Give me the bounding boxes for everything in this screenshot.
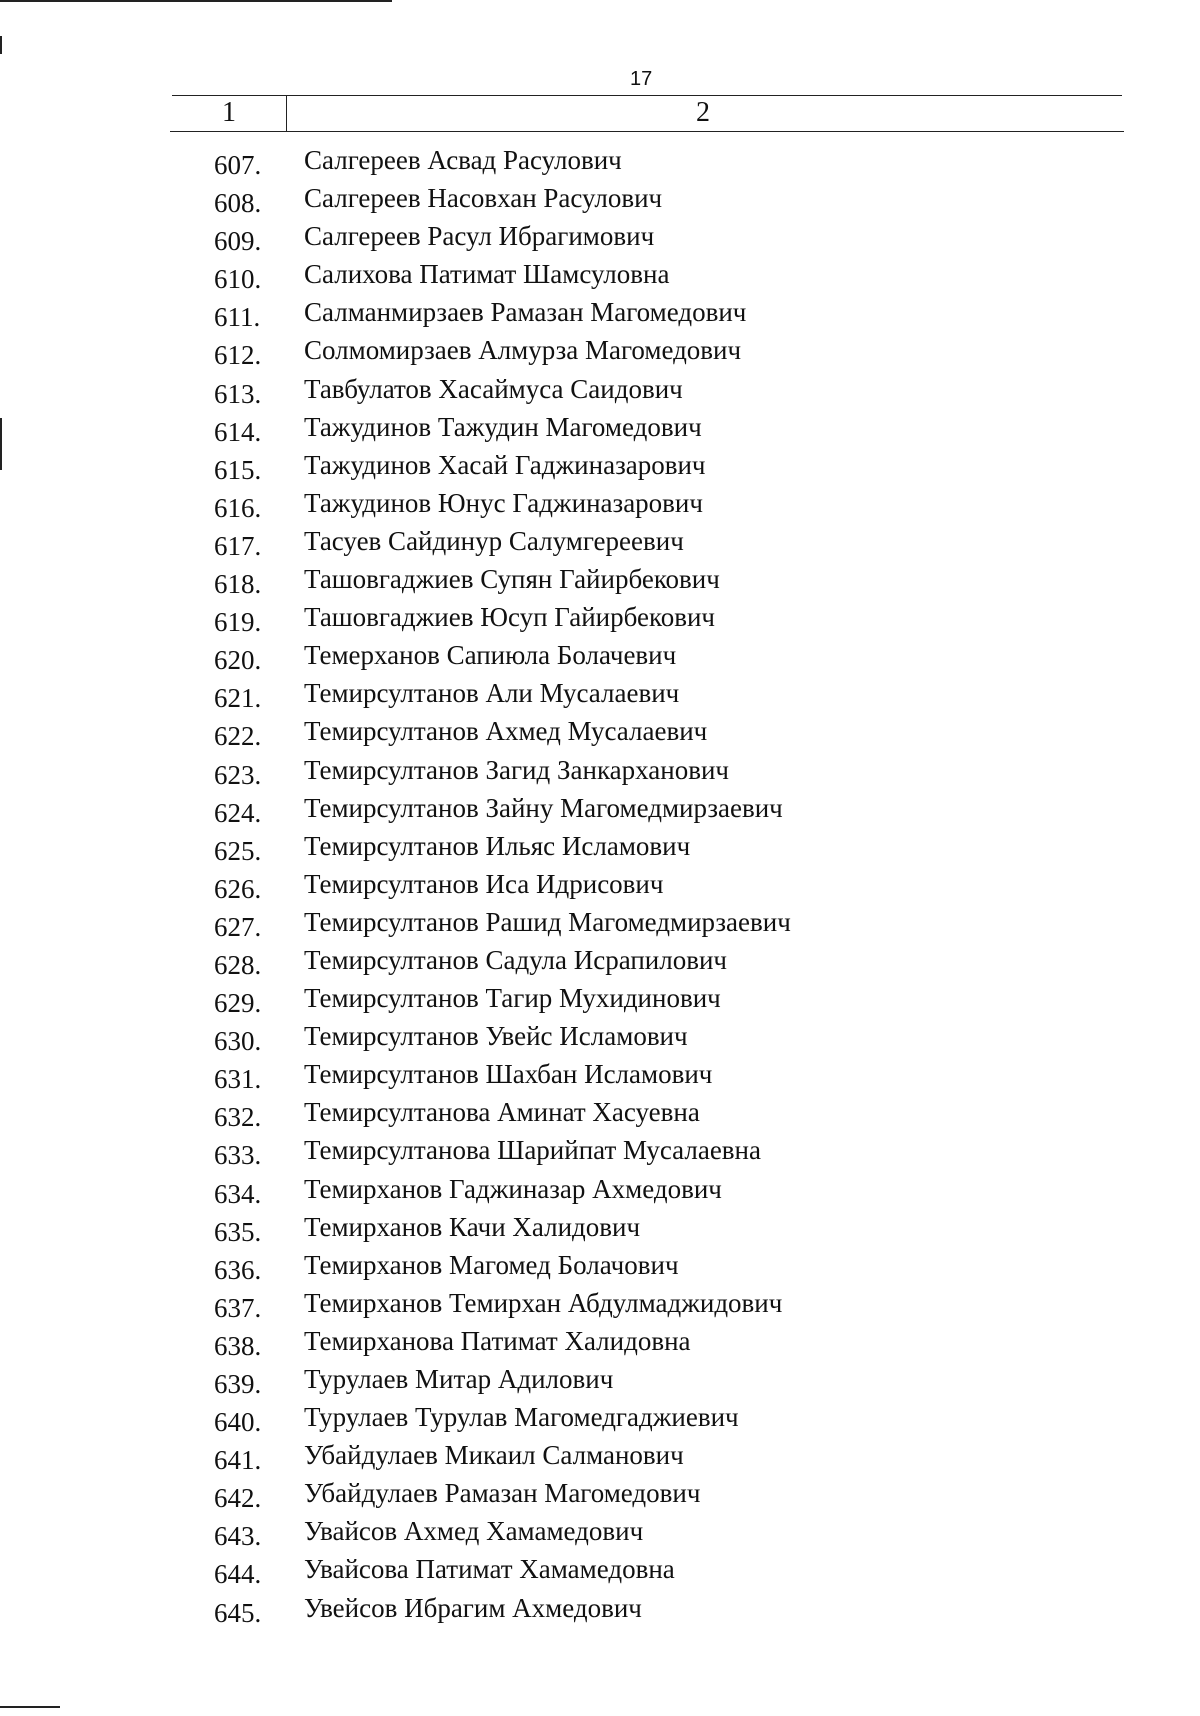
row-number: 610. [214, 264, 262, 295]
person-name: Темирсултанов Загид Занкарханович [304, 754, 729, 785]
table-row [0, 1401, 1200, 1439]
table-row [0, 715, 1200, 753]
person-name: Турулаев Митар Адилович [304, 1364, 614, 1394]
table-row [0, 677, 1200, 715]
scan-edge-mark-left-upper [0, 36, 2, 54]
table-row [0, 258, 1200, 296]
table-row [0, 944, 1200, 982]
row-number: 629. [214, 988, 262, 1019]
scan-edge-line-bottom [0, 1706, 60, 1708]
row-number: 640. [214, 1407, 262, 1438]
person-name: Темирсултанов Рашид Магомедмирзаевич [304, 906, 791, 937]
person-name: Темирсултанов Тагир Мухидинович [304, 983, 721, 1014]
row-number: 622. [214, 721, 262, 752]
person-name: Темирханов Качи Халидович [304, 1211, 641, 1242]
person-name: Тасуев Сайдинур Салумгереевич [304, 525, 684, 556]
table-body [0, 144, 1200, 1630]
person-name: Тажудинов Тажудин Магомедович [304, 411, 702, 442]
person-name: Салгереев Расул Ибрагимович [304, 221, 655, 252]
row-number: 644. [214, 1559, 262, 1590]
row-number: 615. [214, 454, 262, 485]
table-row [0, 1363, 1200, 1401]
person-name: Ташовгаджиев Супян Гайирбекович [304, 564, 720, 595]
person-name: Тажудинов Хасай Гаджиназарович [304, 449, 706, 480]
table-row [0, 1211, 1200, 1249]
table-row [0, 449, 1200, 487]
person-name: Темирханов Магомед Болачович [304, 1249, 679, 1280]
table-header-bottom-rule [170, 131, 1124, 132]
person-name: Темирханов Темирхан Абдулмаджидович [304, 1287, 783, 1318]
row-number: 632. [214, 1102, 262, 1133]
row-number: 612. [214, 340, 262, 371]
table-row [0, 487, 1200, 525]
table-row [0, 411, 1200, 449]
table-row [0, 525, 1200, 563]
person-name: Темирсултанов Али Мусалаевич [304, 678, 680, 709]
table-row [0, 1134, 1200, 1172]
row-number: 631. [214, 1064, 262, 1095]
row-number: 628. [214, 949, 262, 980]
person-name: Темерханов Сапиюла Болачевич [304, 640, 677, 671]
row-number: 626. [214, 873, 262, 904]
person-name: Убайдулаев Рамазан Магомедович [304, 1478, 701, 1509]
table-row [0, 334, 1200, 372]
row-number: 607. [214, 150, 262, 180]
row-number: 636. [214, 1254, 262, 1285]
scan-edge-line-top [0, 0, 392, 2]
table-top-rule [172, 95, 1122, 96]
table-row [0, 563, 1200, 601]
column-divider [286, 96, 287, 132]
table-row [0, 144, 1200, 182]
row-number: 633. [214, 1140, 262, 1171]
row-number: 634. [214, 1178, 262, 1209]
table-row [0, 1287, 1200, 1325]
row-number: 630. [214, 1026, 262, 1057]
table-row [0, 982, 1200, 1020]
row-number: 613. [214, 378, 262, 409]
row-number: 614. [214, 416, 262, 447]
person-name: Салгереев Насовхан Расулович [304, 183, 663, 214]
row-number: 642. [214, 1483, 262, 1514]
table-row [0, 373, 1200, 411]
person-name: Темирсултанова Шарийпат Мусалаевна [304, 1135, 761, 1166]
person-name: Увайсова Патимат Хамамедовна [304, 1554, 675, 1585]
table-row [0, 1173, 1200, 1211]
person-name: Увейсов Ибрагим Ахмедович [304, 1592, 642, 1623]
table-row [0, 220, 1200, 258]
table-row [0, 1477, 1200, 1515]
row-number: 645. [214, 1597, 262, 1628]
person-name: Турулаев Турулав Магомедгаджиевич [304, 1402, 739, 1433]
table-row [0, 1592, 1200, 1630]
table-row [0, 639, 1200, 677]
table-row [0, 1515, 1200, 1553]
row-number: 637. [214, 1292, 262, 1323]
row-number: 643. [214, 1521, 262, 1552]
row-number: 639. [214, 1369, 262, 1399]
row-number: 625. [214, 835, 262, 866]
row-number: 617. [214, 530, 262, 561]
column-header-2: 2 [696, 97, 710, 128]
row-number: 635. [214, 1216, 262, 1247]
person-name: Темирсултанов Садула Исрапилович [304, 944, 727, 975]
table-row [0, 830, 1200, 868]
table-row [0, 1096, 1200, 1134]
row-number: 619. [214, 607, 262, 638]
row-number: 620. [214, 645, 262, 676]
person-name: Салихова Патимат Шамсуловна [304, 259, 670, 290]
person-name: Тавбулатов Хасаймуса Саидович [304, 373, 683, 404]
row-number: 611. [214, 302, 261, 333]
person-name: Убайдулаев Микаил Салманович [304, 1440, 684, 1471]
table-row [0, 1020, 1200, 1058]
person-name: Темирсултанов Шахбан Исламович [304, 1059, 713, 1090]
table-row [0, 182, 1200, 220]
person-name: Тажудинов Юнус Гаджиназарович [304, 487, 703, 518]
person-name: Темирсултанов Зайну Магомедмирзаевич [304, 792, 783, 823]
table-row [0, 906, 1200, 944]
person-name: Солмомирзаев Алмурза Магомедович [304, 335, 742, 366]
table-row [0, 754, 1200, 792]
table-row [0, 1553, 1200, 1591]
row-number: 638. [214, 1330, 262, 1361]
person-name: Ташовгаджиев Юсуп Гайирбекович [304, 602, 716, 633]
row-number: 641. [214, 1445, 262, 1476]
page-number: 17 [630, 68, 653, 90]
table-row [0, 1249, 1200, 1287]
row-number: 627. [214, 911, 262, 942]
person-name: Увайсов Ахмед Хамамедович [304, 1516, 644, 1547]
person-name: Салманмирзаев Рамазан Магомедович [304, 297, 747, 328]
row-number: 623. [214, 759, 262, 790]
table-row [0, 1439, 1200, 1477]
person-name: Темирсултанова Аминат Хасуевна [304, 1097, 700, 1128]
table-row [0, 1325, 1200, 1363]
table-row [0, 601, 1200, 639]
row-number: 618. [214, 569, 262, 600]
row-number: 609. [214, 226, 262, 257]
person-name: Темирханов Гаджиназар Ахмедович [304, 1173, 722, 1204]
row-number: 624. [214, 797, 262, 828]
table-row [0, 296, 1200, 334]
person-name: Салгереев Асвад Расулович [304, 145, 622, 175]
row-number: 616. [214, 492, 262, 523]
table-row [0, 1058, 1200, 1096]
row-number: 608. [214, 188, 262, 219]
table-row [0, 868, 1200, 906]
row-number: 621. [214, 683, 262, 714]
person-name: Темирсултанов Ильяс Исламович [304, 830, 691, 861]
person-name: Темирханова Патимат Халидовна [304, 1325, 691, 1356]
person-name: Темирсултанов Иса Идрисович [304, 868, 664, 899]
person-name: Темирсултанов Ахмед Мусалаевич [304, 716, 708, 747]
person-name: Темирсултанов Увейс Исламович [304, 1021, 688, 1052]
column-header-1: 1 [222, 97, 236, 128]
table-row [0, 792, 1200, 830]
